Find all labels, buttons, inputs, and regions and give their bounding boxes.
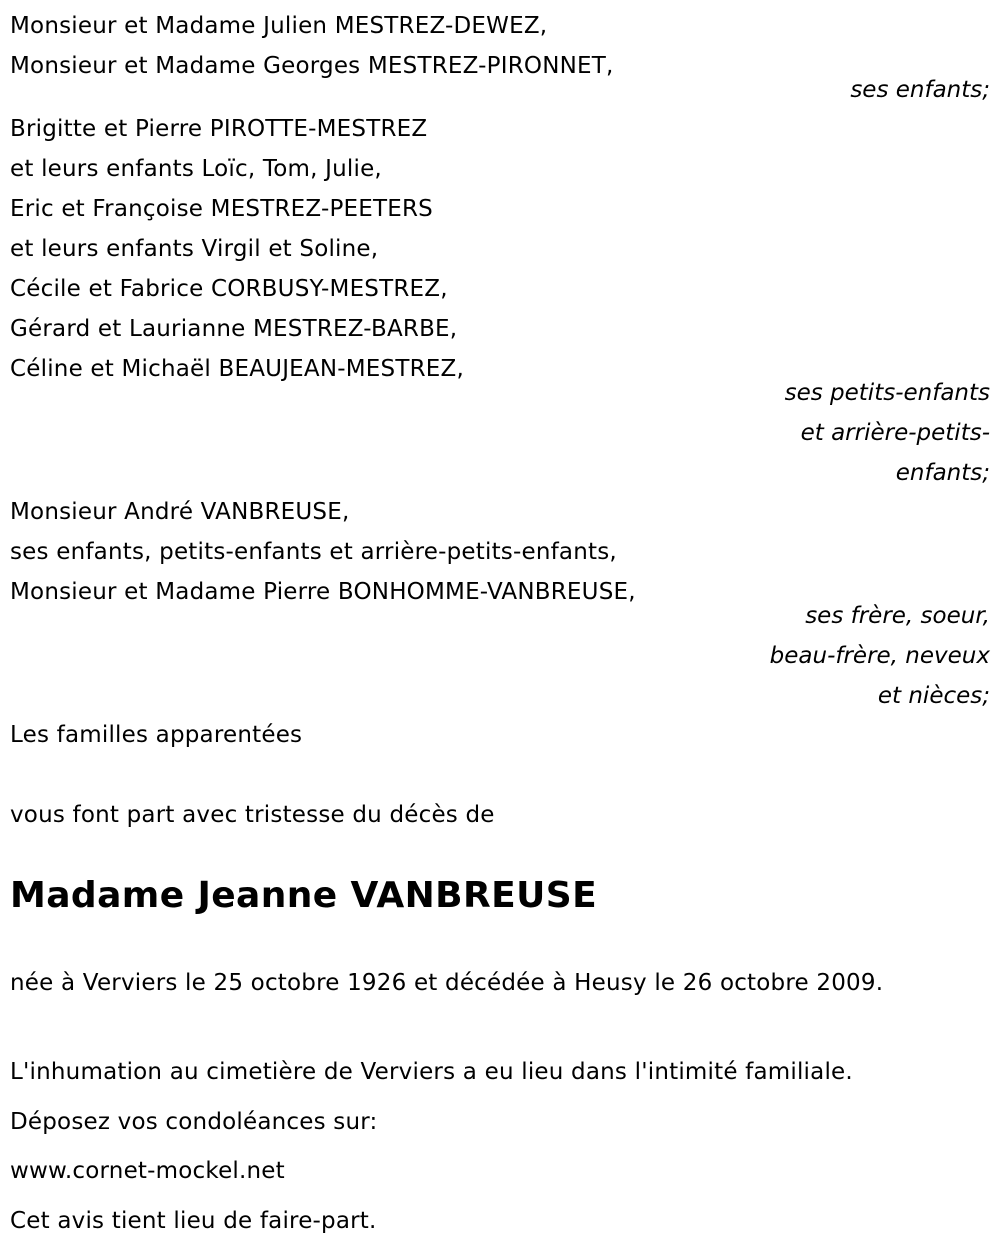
deceased-name: Madame Jeanne VANBREUSE — [10, 875, 598, 916]
announcement-line: vous font part avec tristesse du décès de — [10, 802, 495, 828]
condolences-link[interactable]: www.cornet-mockel.net — [10, 1158, 285, 1184]
grandchild-line-7: Céline et Michaël BEAUJEAN-MESTREZ, — [10, 356, 464, 382]
grandchild-line-2: et leurs enfants Loïc, Tom, Julie, — [10, 156, 382, 182]
condolences-label: Déposez vos condoléances sur: — [10, 1109, 378, 1135]
grandchildren-role-3: enfants; — [895, 460, 990, 486]
grandchild-line-3: Eric et Françoise MESTREZ-PEETERS — [10, 196, 433, 222]
siblings-role-1: ses frère, soeur, — [805, 603, 990, 629]
sibling-line-3: Monsieur et Madame Pierre BONHOMME-VANBREUSE, — [10, 579, 636, 605]
sibling-line-2: ses enfants, petits-enfants et arrière-petits-enfants, — [10, 539, 617, 565]
sibling-line-1: Monsieur André VANBREUSE, — [10, 499, 350, 525]
burial-text: L'inhumation au cimetière de Verviers a eu lieu dans l'intimité familiale. — [10, 1059, 853, 1085]
siblings-role-2: beau-frère, neveux — [769, 643, 990, 669]
grandchild-line-6: Gérard et Laurianne MESTREZ-BARBE, — [10, 316, 458, 342]
children-role: ses enfants; — [850, 77, 990, 103]
grandchild-line-1: Brigitte et Pierre PIROTTE-MESTREZ — [10, 116, 428, 142]
grandchildren-role-1: ses petits-enfants — [784, 380, 990, 406]
families-line: Les familles apparentées — [10, 722, 303, 748]
child-line-2: Monsieur et Madame Georges MESTREZ-PIRONNET, — [10, 53, 614, 79]
grandchildren-role-2: et arrière-petits- — [800, 420, 990, 446]
birth-death-text: née à Verviers le 25 octobre 1926 et décédée à Heusy le 26 octobre 2009. — [10, 970, 884, 996]
grandchild-line-5: Cécile et Fabrice CORBUSY-MESTREZ, — [10, 276, 448, 302]
closing-text: Cet avis tient lieu de faire-part. — [10, 1208, 377, 1234]
grandchild-line-4: et leurs enfants Virgil et Soline, — [10, 236, 379, 262]
child-line-1: Monsieur et Madame Julien MESTREZ-DEWEZ, — [10, 13, 548, 39]
siblings-role-3: et nièces; — [877, 683, 990, 709]
